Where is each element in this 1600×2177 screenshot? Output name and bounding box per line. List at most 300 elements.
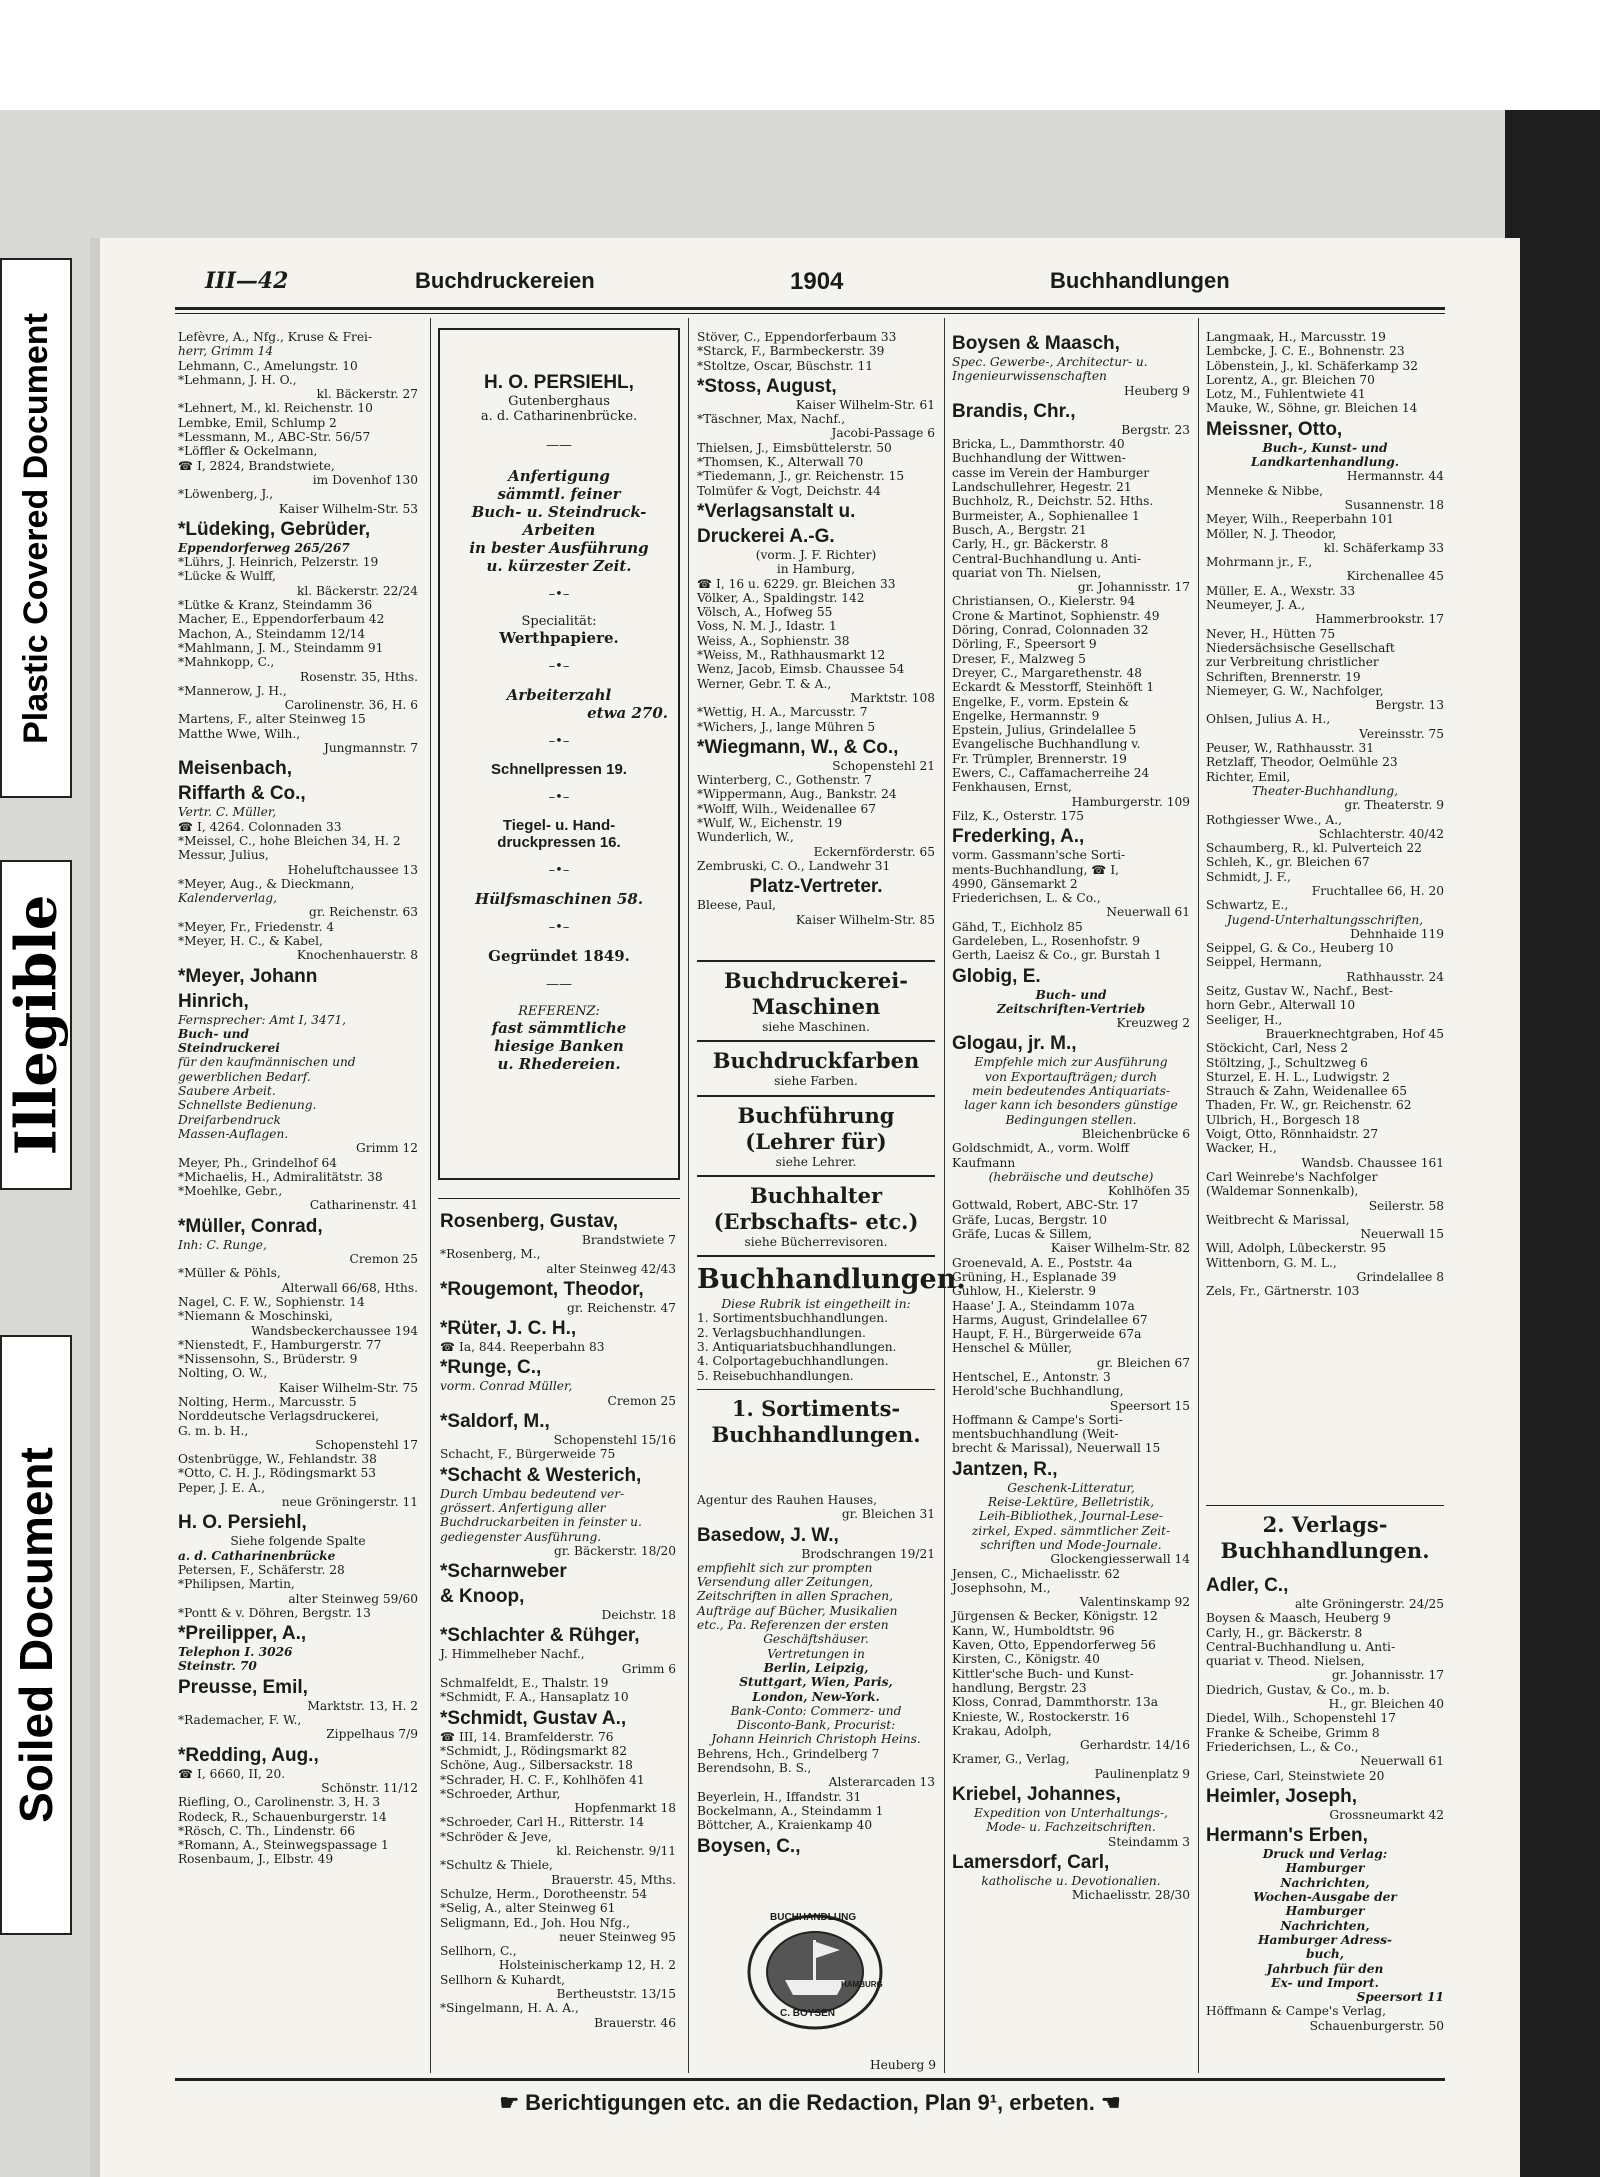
entry-line: Sellhorn, C., — [440, 1944, 517, 1959]
entry-line: Matthe Wwe, Wilh., — [178, 726, 301, 741]
entry-line: Böttcher, A., Kraienkamp 40 — [697, 1818, 873, 1833]
section-bookkeeping-2: (Lehrer für) — [745, 1128, 887, 1154]
entry-line: Martens, F., alter Steinweg 15 — [178, 712, 366, 727]
entry-line: Rothgiesser Wwe., A., — [1206, 812, 1342, 827]
section-bookshops: Buchhandlungen. — [697, 1264, 966, 1296]
entry-line: horn Gebr., Alterwall 10 — [1206, 998, 1356, 1013]
entry-line: Ohlsen, Julius A. H., — [1206, 712, 1331, 727]
footer-rule — [175, 2078, 1445, 2081]
entry-line: Seilerstr. 58 — [1368, 1198, 1444, 1213]
entry-line: Burmeister, A., Sophienallee 1 — [952, 508, 1140, 523]
soiled-label-text: Soiled Document — [10, 1447, 62, 1823]
section-print-inks: Buchdruckfarben — [712, 1048, 920, 1074]
ad-line-3: Buch- u. Steindruck- — [471, 503, 647, 521]
entry-line: etc., Pa. Referenzen der ersten — [697, 1618, 889, 1633]
entry-line: kl. Bäckerstr. 27 — [316, 387, 418, 402]
entry-line: Zeitschriften in allen Sprachen, — [697, 1589, 893, 1604]
column-5-heading — [1206, 1505, 1444, 1575]
entry-line: Bank-Conto: Commerz- und — [730, 1703, 902, 1718]
entry-line: Alterwall 66/68, Hths. — [281, 1280, 418, 1295]
entry-line: kl. Reichenstr. 9/11 — [556, 1844, 676, 1859]
entry-line: Schopenstehl 17 — [315, 1437, 418, 1452]
entry-line: Seligmann, Ed., Joh. Hou Nfg., — [440, 1915, 630, 1930]
entry-line: Hermann's Erben, — [1206, 1825, 1368, 1847]
entry-line: *Selig, A., alter Steinweg 61 — [440, 1901, 616, 1916]
entry-line: *Meyer, H. C., & Kabel, — [178, 933, 323, 948]
entry-line: Grimm 6 — [621, 1661, 676, 1676]
entry-line: Gottwald, Robert, ABC-Str. 17 — [952, 1198, 1139, 1213]
header-year: 1904 — [790, 268, 844, 295]
entry-line: Kirsten, C., Königstr. 40 — [952, 1652, 1100, 1667]
entry-line: Agentur des Rauhen Hauses, — [697, 1493, 877, 1507]
entry-line: *Nissensohn, S., Brüderstr. 9 — [178, 1352, 358, 1367]
entry-line: Lembcke, J. C. E., Bohnenstr. 23 — [1206, 344, 1405, 359]
entry-line: Steinstr. 70 — [178, 1659, 257, 1674]
entry-line: Steindamm 3 — [1107, 1834, 1190, 1849]
entry-line: Geschäftshäuser. — [763, 1632, 869, 1647]
entry-line: Schwartz, E., — [1206, 898, 1289, 913]
entry-line: Grossneumarkt 42 — [1329, 1807, 1444, 1822]
entry-line: Gerth, Laeisz & Co., gr. Burstah 1 — [952, 948, 1162, 963]
section-bookkeeping-ref: siehe Lehrer. — [775, 1154, 857, 1169]
entry-line: Jungmannstr. 7 — [323, 741, 418, 756]
entry-line: Schnellste Bedienung. — [178, 1098, 317, 1113]
entry-line: schriften und Mode-Journale. — [980, 1537, 1162, 1552]
entry-line: Schöne, Aug., Silbersackstr. 18 — [440, 1758, 633, 1773]
entry-line: Buchdruckarbeiten in feinster u. — [440, 1515, 642, 1530]
entry-line: Kalenderverlag, — [178, 891, 277, 906]
entry-line: *Singelmann, H. A. A., — [440, 2001, 579, 2016]
footer-note — [175, 2090, 1445, 2116]
entry-line: Lembke, Emil, Schlump 2 — [178, 415, 337, 430]
entry-line: Seippel, Hermann, — [1206, 955, 1322, 970]
entry-line: Rosenberg, Gustav, — [440, 1211, 619, 1232]
entry-line: Buchholz, R., Deichstr. 52. Hths. — [952, 494, 1154, 509]
entry-line: Ex- und Import. — [1271, 1975, 1379, 1990]
column-3-upper — [697, 330, 935, 950]
ad-line-1: Anfertigung — [508, 467, 610, 485]
entry-line: Crone & Martinot, Sophienstr. 49 — [952, 608, 1160, 623]
entry-line: Will, Adolph, Lübeckerstr. 95 — [1206, 1241, 1387, 1256]
entry-line: Friederichsen, L., & Co., — [1206, 1739, 1359, 1754]
column-2-lower — [440, 1208, 676, 2078]
entry-line: Gähd, T., Eichholz 85 — [952, 919, 1083, 934]
entry-line: Steindruckerei — [178, 1041, 280, 1056]
section-accountant-2: (Erbschafts- etc.) — [713, 1208, 919, 1234]
entry-line: *Pontt & v. Döhren, Bergstr. 13 — [178, 1605, 371, 1620]
entry-line: Landschullehrer, Hegestr. 21 — [952, 480, 1132, 495]
entry-line: Aufträge auf Bücher, Musikalien — [697, 1603, 898, 1618]
entry-line: *Schrader, H. C. F., Kohlhöfen 41 — [440, 1772, 645, 1787]
entry-line: Epstein, Julius, Grindelallee 5 — [952, 723, 1137, 738]
entry-line: Inh: C. Runge, — [178, 1237, 267, 1252]
entry-line: Saubere Arbeit. — [178, 1084, 276, 1099]
entry-line: neuer Steinweg 95 — [559, 1929, 676, 1944]
entry-line: Empfehle mich zur Ausführung — [974, 1055, 1168, 1070]
entry-line: Kramer, G., Verlag, — [952, 1752, 1070, 1767]
entry-line: & Knoop, — [440, 1586, 525, 1608]
entry-line: Kriebel, Johannes, — [952, 1784, 1121, 1806]
rubric-5: 5. Reisebuchhandlungen. — [697, 1368, 854, 1383]
entry-line: (vorm. J. F. Richter) — [755, 547, 877, 562]
entry-line: gewerblichen Bedarf. — [178, 1069, 311, 1084]
entry-line: Weitbrecht & Marissal, — [1206, 1212, 1350, 1227]
entry-line: *Rougemont, Theodor, — [440, 1278, 644, 1300]
ad-founded: Gegründet 1849. — [488, 947, 630, 965]
entry-line: Richter, Emil, — [1206, 769, 1291, 784]
entry-line: *Mahnkopp, C., — [178, 655, 275, 670]
entry-line: *Tiedemann, J., gr. Reichenstr. 15 — [697, 469, 905, 484]
entry-line: Völsch, A., Hofweg 55 — [697, 605, 833, 620]
entry-line: Neuerwall 61 — [1360, 1754, 1444, 1769]
column-3-lower — [697, 1493, 935, 1913]
entry-line: Buch-, Kunst- und — [1262, 440, 1388, 455]
header-rule-thin — [175, 313, 1445, 314]
entry-line: Holsteinischerkamp 12, H. 2 — [498, 1958, 676, 1973]
entry-line: Berendsohn, B. S., — [697, 1761, 812, 1776]
entry-line: Strauch & Zahn, Weidenallee 65 — [1206, 1084, 1408, 1099]
entry-line: ☎ III, 14. Bramfelderstr. 76 — [440, 1729, 614, 1744]
ad-line-4: Arbeiten — [522, 521, 596, 539]
entry-line: gr. Johannisstr. 17 — [1077, 580, 1190, 595]
entry-line: H., gr. Bleichen 40 — [1328, 1697, 1444, 1712]
entry-line: Neuerwall 61 — [1106, 905, 1190, 920]
entry-line: Nachrichten, — [1280, 1875, 1370, 1890]
entry-line: zur Verbreitung christlicher — [1206, 655, 1379, 670]
entry-line: Zeitschriften-Vertrieb — [996, 1001, 1146, 1016]
entry-line: Bergstr. 13 — [1375, 698, 1444, 713]
entry-line: Dreser, F., Malzweg 5 — [952, 651, 1086, 666]
entry-line: Vereinsstr. 75 — [1359, 726, 1444, 741]
entry-line: Schauenburgerstr. 50 — [1309, 2018, 1444, 2033]
entry-line: Engelke, Hermannstr. 9 — [952, 708, 1100, 723]
entry-line: *Löffler & Ockelmann, — [178, 444, 318, 459]
entry-line: Kittler'sche Buch- und Kunst- — [952, 1666, 1134, 1681]
column-1 — [178, 330, 418, 2080]
entry-line: J. Himmelheber Nachf., — [440, 1647, 585, 1662]
entry-line: Gräfe, Lucas, Bergstr. 10 — [952, 1212, 1108, 1227]
entry-line: Goldschmidt, A., vorm. Wolff — [952, 1141, 1129, 1156]
entry-line: Mohrmann jr., F., — [1206, 555, 1313, 570]
entry-line: Buch- und — [178, 1026, 249, 1041]
entry-line: Boysen, C., — [697, 1835, 801, 1857]
entry-line: Weiss, A., Sophienstr. 38 — [697, 633, 850, 648]
column-divider-4 — [1198, 318, 1199, 2073]
entry-line: Dehnhaide 119 — [1350, 926, 1444, 941]
logo-city-text: HAMBURG — [841, 1980, 883, 1989]
soiled-document-label — [0, 1335, 72, 1935]
entry-line: *Schacht & Westerich, — [440, 1464, 642, 1486]
rubric-4: 4. Colportagebuchhandlungen. — [697, 1354, 889, 1369]
entry-line: Brodschrangen 19/21 — [801, 1546, 935, 1561]
entry-line: Kaiser Wilhelm-Str. 61 — [795, 397, 935, 412]
entry-line: Berlin, Leipzig, — [763, 1660, 869, 1675]
entry-line: herr, Grimm 14 — [178, 344, 274, 359]
entry-line: Bertheuststr. 13/15 — [556, 1986, 676, 2001]
entry-line: *Müller & Pöhls, — [178, 1266, 281, 1281]
entry-line: Vertr. C. Müller, — [178, 805, 277, 820]
entry-line: alter Steinweg 42/43 — [546, 1261, 676, 1276]
entry-line: mentsbuchhandlung (Weit- — [952, 1427, 1119, 1442]
entry-line: casse im Verein der Hamburger — [952, 465, 1150, 480]
entry-line: Versendung aller Zeitungen, — [697, 1575, 874, 1590]
ad-line-6: u. kürzester Zeit. — [486, 557, 632, 575]
entry-line: *Stoltze, Oscar, Büschstr. 11 — [697, 358, 874, 373]
ad-reference-3: u. Rhedereien. — [497, 1055, 621, 1073]
entry-line: (hebräische und deutsche) — [988, 1169, 1154, 1184]
entry-line: Tolmüfer & Vogt, Deichstr. 44 — [697, 483, 881, 498]
entry-line: Döring, Conrad, Colonnaden 32 — [952, 623, 1149, 638]
entry-line: Wunderlich, W., — [697, 830, 794, 845]
ad-presses: Schnellpressen 19. — [491, 761, 627, 778]
entry-line: Voigt, Otto, Rönnhaidstr. 27 — [1206, 1127, 1379, 1142]
entry-line: Hopfenmarkt 18 — [574, 1801, 676, 1816]
header-right-title: Buchhandlungen — [1050, 268, 1230, 293]
entry-line: Hammerbrookstr. 17 — [1315, 612, 1444, 627]
entry-line: *Schmidt, F. A., Hansaplatz 10 — [440, 1690, 629, 1705]
entry-line: Guhlow, H., Kielerstr. 9 — [952, 1284, 1096, 1299]
entry-line: ☎ Ia, 844. Reeperbahn 83 — [440, 1340, 605, 1355]
entry-line: Herold'sche Buchhandlung, — [952, 1384, 1124, 1399]
section-print-machines-2: Maschinen — [751, 994, 881, 1019]
entry-line: Brandis, Chr., — [952, 400, 1076, 422]
entry-line: Kaiser Wilhelm-Str. 75 — [278, 1380, 418, 1395]
entry-line: Bleese, Paul, — [697, 898, 777, 913]
entry-line: kl. Schäferkamp 33 — [1323, 540, 1444, 555]
entry-line: Basedow, J. W., — [697, 1524, 839, 1546]
entry-line: *Lessmann, M., ABC-Str. 56/57 — [178, 430, 371, 445]
entry-line: Schriften, Brennerstr. 19 — [1206, 669, 1361, 684]
entry-line: alter Steinweg 59/60 — [288, 1591, 418, 1606]
entry-line: gr. Bäckerstr. 18/20 — [553, 1543, 676, 1558]
entry-line: *Schlachter & Rühger, — [440, 1625, 640, 1647]
heading-sortiments-2: Buchhandlungen. — [711, 1421, 921, 1447]
entry-line: Jahrbuch für den — [1266, 1961, 1384, 1976]
entry-line: handlung, Bergstr. 23 — [952, 1680, 1087, 1695]
entry-line: Carl Weinrebe's Nachfolger — [1206, 1169, 1378, 1184]
ad-line-2: sämmtl. feiner — [497, 485, 621, 503]
entry-line: gr. Reichenstr. 63 — [309, 905, 418, 920]
entry-line: Höffmann & Campe's Verlag, — [1206, 2004, 1386, 2019]
section-print-machines-ref: siehe Maschinen. — [762, 1020, 870, 1034]
entry-line: quariat von Th. Nielsen, — [952, 565, 1102, 580]
entry-line: *Löwenberg, J., — [178, 487, 274, 502]
entry-line: Durch Umbau bedeutend ver- — [440, 1486, 625, 1501]
entry-line: Busch, A., Bergstr. 21 — [952, 522, 1087, 537]
ad-workers-label: Arbeiterzahl — [506, 686, 612, 704]
entry-line: Disconto-Bank, Procurist: — [736, 1718, 896, 1733]
ad-address-1: Gutenberghaus — [508, 394, 610, 409]
section-bookkeeping: Buchführung — [737, 1102, 895, 1128]
ad-workers-value: etwa 270. — [587, 704, 668, 722]
logo-top-text: BUCHHANDLUNG — [770, 1912, 857, 1923]
entry-line: Völker, A., Spaldingstr. 142 — [697, 590, 865, 605]
ad-hand-presses-1: Tiegel- u. Hand- — [502, 817, 616, 834]
entry-line: Knieste, W., Rostockerstr. 16 — [952, 1709, 1130, 1724]
entry-line: Cremon 25 — [349, 1252, 418, 1267]
entry-line: katholische u. Devotionalien. — [981, 1873, 1161, 1888]
entry-line: Winterberg, C., Gothenstr. 7 — [697, 773, 872, 788]
entry-line: H. O. Persiehl, — [178, 1512, 307, 1534]
entry-line: *Preilipper, A., — [178, 1623, 307, 1645]
entry-line: *Michaelis, H., Admiralitätstr. 38 — [178, 1169, 383, 1184]
entry-line: Adler, C., — [1206, 1575, 1289, 1596]
entry-line: Geschenk-Litteratur, — [1007, 1480, 1135, 1495]
entry-line: kl. Bäckerstr. 22/24 — [296, 583, 418, 598]
entry-line: Hinrich, — [178, 990, 249, 1012]
ad-bottom-rule — [438, 1198, 680, 1199]
entry-line: Diedel, Wilh., Schopenstehl 17 — [1206, 1711, 1396, 1726]
entry-line: *Weiss, M., Rathhausmarkt 12 — [697, 648, 886, 663]
entry-line: Thielsen, J., Eimsbüttelerstr. 50 — [697, 440, 892, 455]
entry-line: Groenevald, A. E., Poststr. 4a — [952, 1255, 1133, 1270]
entry-line: brecht & Marissal), Neuerwall 15 — [952, 1441, 1161, 1456]
entry-line: Heimler, Joseph, — [1206, 1785, 1358, 1807]
column-divider-1 — [430, 318, 431, 2073]
ad-address-2: a. d. Catharinenbrücke. — [480, 409, 638, 424]
entry-line: Josephsohn, M., — [952, 1580, 1051, 1595]
header-rule — [175, 307, 1445, 310]
entry-line: Carly, H., gr. Bäckerstr. 8 — [952, 537, 1109, 552]
entry-line: Fr. Trümpler, Brennerstr. 19 — [952, 751, 1127, 766]
entry-line: Eckernförderstr. 65 — [813, 844, 935, 859]
column-4 — [952, 330, 1190, 2080]
entry-line: *Lehnert, M., kl. Reichenstr. 10 — [178, 401, 373, 416]
entry-line: Seippel, G. & Co., Heuberg 10 — [1206, 941, 1394, 956]
entry-line: Hentschel, E., Antonstr. 3 — [952, 1370, 1111, 1384]
entry-line: *Saldorf, M., — [440, 1411, 550, 1433]
entry-line: Seeliger, H., — [1206, 1012, 1283, 1027]
illegible-label-text: Illegible — [3, 894, 70, 1156]
entry-line: Ostenbrügge, W., Fehlandstr. 38 — [178, 1452, 377, 1467]
entry-line: Neuerwall 15 — [1360, 1227, 1444, 1242]
entry-line: Riffarth & Co., — [178, 783, 306, 805]
entry-line: Möller, N. J. Theodor, — [1206, 526, 1337, 541]
entry-line: Hamburger — [1285, 1861, 1365, 1876]
entry-line: Peper, J. E. A., — [178, 1480, 265, 1495]
entry-line: Carly, H., gr. Bäckerstr. 8 — [1206, 1625, 1363, 1640]
entry-line: Nolting, O. W., — [178, 1366, 268, 1381]
entry-line: ☎ I, 4264. Colonnaden 33 — [178, 819, 342, 834]
entry-line: Schönstr. 11/12 — [321, 1780, 418, 1795]
page-binding-shadow — [90, 238, 100, 2177]
entry-line: gediegenster Ausführung. — [440, 1529, 602, 1544]
entry-line: empfiehlt sich zur prompten — [697, 1560, 873, 1575]
entry-line: Brandstwiete 7 — [581, 1233, 676, 1247]
entry-line: *Wettig, H. A., Marcusstr. 7 — [697, 705, 868, 720]
entry-line: Krakau, Adolph, — [952, 1723, 1052, 1738]
entry-line: gr. Bleichen 67 — [1096, 1355, 1190, 1370]
entry-line: grössert. Anfertigung aller — [440, 1500, 606, 1515]
boysen-address: Heuberg 9 — [870, 2058, 936, 2072]
entry-line: *Meissel, C., hohe Bleichen 34, H. 2 — [178, 833, 401, 848]
entry-line: Gardeleben, L., Rosenhofstr. 9 — [952, 933, 1140, 948]
ad-hand-presses-2: druckpressen 16. — [497, 834, 621, 851]
entry-line: Druck und Verlag: — [1262, 1847, 1388, 1862]
entry-line: Hoffmann & Campe's Sorti- — [952, 1412, 1123, 1427]
entry-line: *Lütke & Kranz, Steindamm 36 — [178, 598, 373, 613]
entry-line: Marktstr. 108 — [850, 690, 935, 705]
ad-reference-1: fast sämmtliche — [491, 1019, 627, 1037]
entry-line: Speersort 15 — [1109, 1398, 1190, 1413]
entry-line: Fenkhausen, Ernst, — [952, 780, 1072, 795]
entry-line: Stuttgart, Wien, Paris, — [739, 1675, 893, 1690]
entry-line: Schmidt, J. F., — [1206, 869, 1291, 884]
entry-line: Kann, W., Humboldtstr. 96 — [952, 1623, 1115, 1638]
entry-line: Diedrich, Gustav, & Co., m. b. — [1206, 1682, 1390, 1697]
illegible-label — [0, 860, 72, 1190]
entry-line: *Schroeder, Carl H., Ritterstr. 14 — [440, 1815, 644, 1830]
entry-line: Ewers, C., Caffamacherreihe 24 — [952, 766, 1150, 781]
heading-verlags: 2. Verlags- — [1262, 1512, 1388, 1537]
entry-line: Hamburger Adress- — [1258, 1932, 1392, 1947]
entry-line: *Rademacher, F. W., — [178, 1713, 302, 1728]
plastic-covered-label — [0, 258, 72, 798]
ad-aux-machines: Hülfsmaschinen 58. — [474, 890, 644, 908]
entry-line: Reise-Lektüre, Belletristik, — [987, 1495, 1155, 1510]
entry-line: *Scharnweber — [440, 1561, 567, 1583]
column-divider-3 — [944, 318, 945, 2073]
entry-line: Michaelisstr. 28/30 — [1071, 1888, 1190, 1903]
entry-line: Catharinenstr. 41 — [309, 1198, 418, 1213]
entry-line: Cremon 25 — [607, 1393, 676, 1408]
entry-line: Bleichenbrücke 6 — [1081, 1126, 1190, 1141]
entry-line: 4990, Gänsemarkt 2 — [952, 876, 1078, 891]
entry-line: Buch- und — [1035, 987, 1107, 1002]
entry-line: Lamersdorf, Carl, — [952, 1851, 1110, 1873]
entry-line: *Lüdeking, Gebrüder, — [178, 518, 371, 540]
entry-line: London, New-York. — [752, 1689, 880, 1704]
entry-line: Brauerstr. 46 — [594, 2015, 676, 2030]
entry-line: Lefèvre, A., Nfg., Kruse & Frei- — [178, 330, 373, 344]
entry-line: Rathhausstr. 24 — [1346, 969, 1444, 984]
entry-line: Voss, N. M. J., Idastr. 1 — [697, 619, 837, 634]
entry-line: *Meyer, Aug., & Dieckmann, — [178, 876, 355, 891]
entry-line: *Moehlke, Gebr., — [178, 1184, 283, 1199]
entry-line: Knochenhauerstr. 8 — [296, 948, 418, 963]
entry-line: *Schmidt, J., Rödingsmarkt 82 — [440, 1743, 628, 1758]
entry-line: Vertretungen in — [767, 1646, 865, 1661]
entry-line: Preusse, Emil, — [178, 1676, 308, 1698]
entry-line: Retzlaff, Theodor, Oelmühle 23 — [1206, 755, 1398, 770]
entry-line: Wenz, Jacob, Eimsb. Chaussee 54 — [697, 662, 905, 677]
plastic-label-text: Plastic Covered Document — [16, 312, 55, 744]
entry-line: Ingenieurwissenschaften — [952, 369, 1107, 384]
entry-line: Central-Buchhandlung u. Anti- — [952, 551, 1142, 566]
entry-line: Petersen, F., Schäferstr. 28 — [178, 1562, 345, 1577]
entry-line: Eppendorferweg 265/267 — [178, 540, 350, 555]
entry-line: Brauerstr. 45, Mths. — [551, 1872, 676, 1887]
entry-line: Wochen-Ausgabe der — [1253, 1890, 1397, 1905]
entry-line: mein bedeutendes Antiquariats- — [972, 1084, 1170, 1099]
section-print-machines: Buchdruckerei- — [724, 968, 908, 993]
entry-line: Kaufmann — [952, 1155, 1016, 1170]
entry-line: *Mannerow, J. H., — [178, 683, 287, 698]
entry-line: Beyerlein, H., Iffandstr. 31 — [697, 1789, 862, 1804]
footer-text: Berichtigungen etc. an die Redaction, Plan 9¹, erbeten. — [525, 2090, 1095, 2115]
entry-line: Thaden, Fr. W., gr. Reichenstr. 62 — [1206, 1098, 1412, 1113]
entry-line: *Verlagsanstalt u. — [697, 500, 856, 522]
entry-line: *Müller, Conrad, — [178, 1215, 323, 1237]
entry-line: Heuberg 9 — [1124, 383, 1190, 398]
entry-line: Wandsbeckerchaussee 194 — [251, 1323, 418, 1338]
entry-line: Müller, E. A., Wexstr. 33 — [1206, 583, 1356, 598]
entry-line: gr. Reichenstr. 47 — [567, 1300, 676, 1315]
entry-line: Bricka, L., Dammthorstr. 40 — [952, 437, 1125, 452]
entry-line: Meyer, Wilh., Reeperbahn 101 — [1206, 512, 1394, 527]
entry-line: Engelke, F., vorm. Epstein & — [952, 694, 1130, 709]
entry-line: Speersort 11 — [1356, 1990, 1444, 2005]
